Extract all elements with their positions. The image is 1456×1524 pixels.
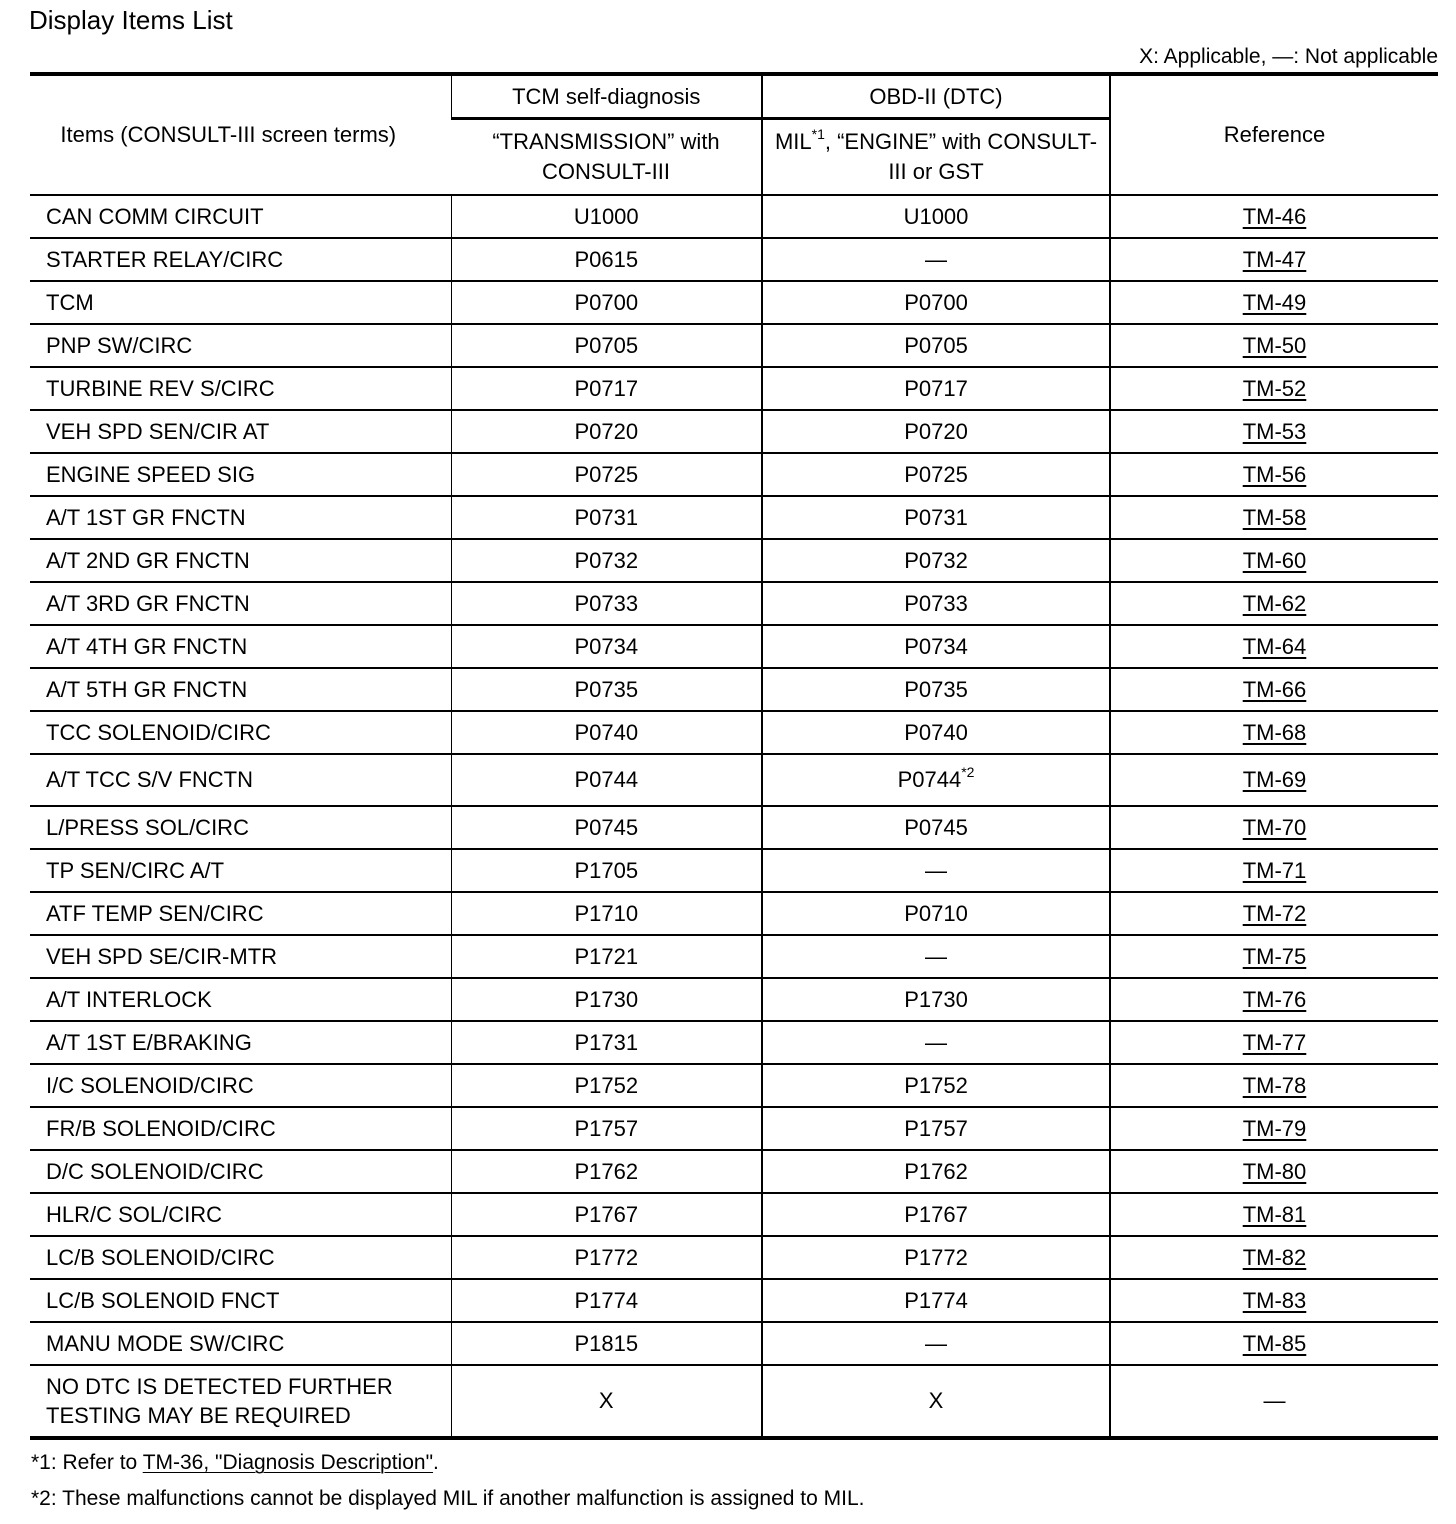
item-name: A/T 2ND GR FNCTN — [30, 539, 451, 582]
table-row — [30, 238, 1438, 281]
obd-dtc: — — [925, 943, 947, 969]
item-name: A/T 5TH GR FNCTN — [30, 668, 451, 711]
obd-dtc: P1730 — [904, 986, 968, 1012]
reference-link[interactable]: TM-80 — [1242, 1158, 1307, 1184]
item-name-line-2: TESTING MAY BE REQUIRED — [46, 1403, 351, 1428]
table-row — [30, 1107, 1438, 1150]
obd-dtc-cell — [762, 668, 1110, 711]
header-obd-mil — [762, 119, 1110, 196]
reference-link[interactable]: TM-76 — [1242, 986, 1307, 1012]
reference-cell — [1110, 1236, 1438, 1279]
table-row — [30, 806, 1438, 849]
obd-dtc-cell — [762, 453, 1110, 496]
obd-dtc: P0725 — [904, 461, 968, 487]
item-name: LC/B SOLENOID FNCT — [30, 1279, 451, 1322]
tcm-dtc: P0731 — [451, 496, 762, 539]
obd-dtc-cell — [762, 849, 1110, 892]
footnote-marker-1: *1 — [811, 125, 825, 142]
reference-link[interactable]: TM-70 — [1242, 814, 1307, 840]
tcm-dtc: P0733 — [451, 582, 762, 625]
reference-cell — [1110, 195, 1438, 238]
obd-dtc-cell — [762, 367, 1110, 410]
item-name: HLR/C SOL/CIRC — [30, 1193, 451, 1236]
reference-cell — [1110, 711, 1438, 754]
footnote-2: *2: These malfunctions cannot be displayed MIL if another malfunction is assigned to MIL. — [31, 1487, 865, 1510]
obd-dtc: — — [925, 857, 947, 883]
reference-link[interactable]: TM-85 — [1242, 1330, 1307, 1356]
tcm-dtc: P0735 — [451, 668, 762, 711]
reference-link[interactable]: TM-56 — [1242, 461, 1307, 487]
table-row — [30, 195, 1438, 238]
obd-dtc-cell — [762, 238, 1110, 281]
reference-cell — [1110, 1064, 1438, 1107]
obd-dtc: P0732 — [904, 547, 968, 573]
item-name: A/T 3RD GR FNCTN — [30, 582, 451, 625]
reference-link[interactable]: TM-81 — [1242, 1201, 1307, 1227]
header-tcm-self-diagnosis: TCM self-diagnosis — [451, 74, 762, 119]
tcm-dtc: P0717 — [451, 367, 762, 410]
item-name: ENGINE SPEED SIG — [30, 453, 451, 496]
item-name: CAN COMM CIRCUIT — [30, 195, 451, 238]
obd-dtc-cell — [762, 324, 1110, 367]
obd-dtc-cell — [762, 1107, 1110, 1150]
item-name: STARTER RELAY/CIRC — [30, 238, 451, 281]
item-name: A/T 4TH GR FNCTN — [30, 625, 451, 668]
obd-dtc: P1762 — [904, 1158, 968, 1184]
item-name: TCC SOLENOID/CIRC — [30, 711, 451, 754]
item-name: TURBINE REV S/CIRC — [30, 367, 451, 410]
obd-dtc: P1752 — [904, 1072, 968, 1098]
tcm-dtc: U1000 — [451, 195, 762, 238]
reference-link[interactable]: TM-83 — [1242, 1287, 1307, 1313]
reference-link[interactable]: TM-82 — [1242, 1244, 1307, 1270]
reference-cell — [1110, 410, 1438, 453]
table-row — [30, 1021, 1438, 1064]
item-name: VEH SPD SEN/CIR AT — [30, 410, 451, 453]
obd-dtc-cell — [762, 754, 1110, 806]
tcm-dtc: P1767 — [451, 1193, 762, 1236]
tcm-dtc: P1730 — [451, 978, 762, 1021]
tcm-dtc: P0740 — [451, 711, 762, 754]
obd-dtc-cell — [762, 892, 1110, 935]
obd-dtc-cell — [762, 496, 1110, 539]
table-row — [30, 849, 1438, 892]
table-row — [30, 1279, 1438, 1322]
item-name — [30, 1365, 451, 1438]
reference-link[interactable]: TM-77 — [1242, 1029, 1307, 1055]
reference-cell — [1110, 1193, 1438, 1236]
reference-link[interactable]: TM-75 — [1242, 943, 1307, 969]
table-row — [30, 978, 1438, 1021]
table-row — [30, 281, 1438, 324]
obd-dtc: P1772 — [904, 1244, 968, 1270]
item-name: A/T INTERLOCK — [30, 978, 451, 1021]
applicability-legend: X: Applicable, —: Not applicable — [1139, 45, 1438, 68]
obd-dtc: U1000 — [903, 203, 969, 229]
reference-link[interactable]: TM-52 — [1242, 375, 1307, 401]
table-row — [30, 324, 1438, 367]
reference-cell — [1110, 582, 1438, 625]
table-row — [30, 410, 1438, 453]
obd-dtc: P0744 — [897, 767, 962, 792]
item-name: TCM — [30, 281, 451, 324]
reference-link[interactable]: TM-79 — [1242, 1115, 1307, 1141]
table-row — [30, 367, 1438, 410]
item-name: PNP SW/CIRC — [30, 324, 451, 367]
reference-link[interactable]: TM-64 — [1242, 633, 1307, 659]
reference-link[interactable]: TM-53 — [1242, 418, 1307, 444]
reference-link[interactable]: TM-72 — [1242, 900, 1307, 926]
tcm-dtc: P1721 — [451, 935, 762, 978]
obd-dtc-cell — [762, 1236, 1110, 1279]
item-name: D/C SOLENOID/CIRC — [30, 1150, 451, 1193]
reference-cell — [1110, 892, 1438, 935]
item-name: TP SEN/CIRC A/T — [30, 849, 451, 892]
reference-cell — [1110, 1107, 1438, 1150]
reference-link[interactable]: TM-71 — [1242, 857, 1307, 883]
reference-cell — [1110, 978, 1438, 1021]
tcm-dtc: P0744 — [451, 754, 762, 806]
obd-dtc: P0717 — [904, 375, 968, 401]
tcm-dtc: P0705 — [451, 324, 762, 367]
footnote-1-prefix: *1: Refer to — [31, 1451, 143, 1474]
obd-dtc: X — [762, 1365, 1110, 1438]
reference-link[interactable]: TM-46 — [1242, 203, 1307, 229]
obd-dtc: P0740 — [904, 719, 968, 745]
tcm-dtc: P0700 — [451, 281, 762, 324]
footnote-1 — [31, 1450, 439, 1476]
obd-dtc: — — [925, 1029, 947, 1055]
reference-cell — [1110, 1322, 1438, 1365]
tcm-dtc: P0732 — [451, 539, 762, 582]
table-row — [30, 582, 1438, 625]
table-row — [30, 1236, 1438, 1279]
reference-link[interactable]: TM-69 — [1242, 767, 1307, 792]
reference-cell — [1110, 935, 1438, 978]
reference-link[interactable]: TM-78 — [1242, 1072, 1307, 1098]
item-name: A/T 1ST GR FNCTN — [30, 496, 451, 539]
item-name: ATF TEMP SEN/CIRC — [30, 892, 451, 935]
obd-dtc: — — [925, 246, 947, 272]
obd-dtc: P0731 — [904, 504, 968, 530]
tcm-dtc: P1731 — [451, 1021, 762, 1064]
obd-dtc-cell — [762, 711, 1110, 754]
tcm-dtc: P1815 — [451, 1322, 762, 1365]
obd-dtc-cell — [762, 281, 1110, 324]
obd-dtc: P0710 — [904, 900, 968, 926]
table-row — [30, 625, 1438, 668]
header-row-group — [30, 74, 1438, 119]
header-obd-dtc: OBD-II (DTC) — [762, 74, 1110, 119]
table-row — [30, 711, 1438, 754]
item-name: A/T TCC S/V FNCTN — [30, 754, 451, 806]
tcm-dtc: P0745 — [451, 806, 762, 849]
footnote-marker-2: *2 — [961, 763, 975, 780]
reference-link[interactable]: TM-60 — [1242, 547, 1307, 573]
tcm-dtc: P1757 — [451, 1107, 762, 1150]
obd-dtc-cell — [762, 1279, 1110, 1322]
reference-link[interactable]: TM-62 — [1242, 590, 1307, 616]
obd-dtc-cell — [762, 806, 1110, 849]
reference-link[interactable]: TM-68 — [1242, 719, 1307, 745]
item-name: FR/B SOLENOID/CIRC — [30, 1107, 451, 1150]
reference-cell — [1110, 281, 1438, 324]
item-name: I/C SOLENOID/CIRC — [30, 1064, 451, 1107]
item-name: MANU MODE SW/CIRC — [30, 1322, 451, 1365]
obd-dtc-cell — [762, 195, 1110, 238]
table-row — [30, 1064, 1438, 1107]
reference-cell — [1110, 668, 1438, 711]
reference-cell — [1110, 849, 1438, 892]
reference-cell — [1110, 1021, 1438, 1064]
reference-link[interactable]: TM-50 — [1242, 332, 1307, 358]
reference-cell — [1110, 625, 1438, 668]
item-name: LC/B SOLENOID/CIRC — [30, 1236, 451, 1279]
header-tcm-consult: “TRANSMISSION” with CONSULT-III — [451, 119, 762, 196]
tcm-dtc: P0615 — [451, 238, 762, 281]
obd-dtc: P1767 — [904, 1201, 968, 1227]
header-obd-mil-suffix: , “ENGINE” with CONSULT-III or GST — [824, 129, 1098, 184]
table-row — [30, 754, 1438, 806]
header-reference: Reference — [1110, 74, 1438, 195]
table-row — [30, 1193, 1438, 1236]
obd-dtc: P0733 — [904, 590, 968, 616]
obd-dtc: P1774 — [904, 1287, 968, 1313]
reference-cell — [1110, 238, 1438, 281]
tcm-dtc: P1710 — [451, 892, 762, 935]
table-row — [30, 539, 1438, 582]
tcm-dtc: P1772 — [451, 1236, 762, 1279]
reference-cell — [1110, 754, 1438, 806]
obd-dtc-cell — [762, 1150, 1110, 1193]
obd-dtc: P0735 — [904, 676, 968, 702]
footnote-1-suffix: . — [433, 1451, 439, 1474]
table-row-no-dtc — [30, 1365, 1438, 1438]
tcm-dtc: P0725 — [451, 453, 762, 496]
tcm-dtc: X — [451, 1365, 762, 1438]
reference-cell — [1110, 367, 1438, 410]
obd-dtc-cell — [762, 625, 1110, 668]
tcm-dtc: P1774 — [451, 1279, 762, 1322]
table-row — [30, 935, 1438, 978]
item-name-line-1: NO DTC IS DETECTED FURTHER — [46, 1374, 393, 1399]
reference-cell — [1110, 806, 1438, 849]
obd-dtc-cell — [762, 1064, 1110, 1107]
obd-dtc: P0720 — [904, 418, 968, 444]
reference-cell — [1110, 1150, 1438, 1193]
obd-dtc: — — [925, 1330, 947, 1356]
obd-dtc-cell — [762, 410, 1110, 453]
header-obd-mil-prefix: MIL — [774, 129, 812, 154]
reference-cell — [1110, 496, 1438, 539]
item-name: A/T 1ST E/BRAKING — [30, 1021, 451, 1064]
tcm-dtc: P1705 — [451, 849, 762, 892]
table-row — [30, 668, 1438, 711]
obd-dtc: P0700 — [904, 289, 968, 315]
display-items-table — [30, 72, 1438, 1440]
table-row — [30, 1150, 1438, 1193]
header-items: Items (CONSULT-III screen terms) — [30, 74, 451, 195]
page-title: Display Items List — [29, 5, 233, 35]
table-row — [30, 892, 1438, 935]
reference-cell: — — [1110, 1365, 1438, 1438]
obd-dtc: P0734 — [904, 633, 968, 659]
item-name: VEH SPD SE/CIR-MTR — [30, 935, 451, 978]
obd-dtc-cell — [762, 935, 1110, 978]
reference-link[interactable]: TM-58 — [1242, 504, 1307, 530]
obd-dtc-cell — [762, 539, 1110, 582]
obd-dtc-cell — [762, 582, 1110, 625]
reference-cell — [1110, 539, 1438, 582]
table-row — [30, 1322, 1438, 1365]
reference-cell — [1110, 453, 1438, 496]
table-row — [30, 453, 1438, 496]
reference-link[interactable]: TM-47 — [1242, 246, 1307, 272]
reference-cell — [1110, 324, 1438, 367]
obd-dtc: P0745 — [904, 814, 968, 840]
tcm-dtc: P0720 — [451, 410, 762, 453]
footnote-1-link[interactable]: TM-36, "Diagnosis Description" — [142, 1451, 434, 1474]
reference-cell — [1110, 1279, 1438, 1322]
obd-dtc-cell — [762, 1322, 1110, 1365]
table-row — [30, 496, 1438, 539]
obd-dtc: P0705 — [904, 332, 968, 358]
table-body — [30, 195, 1438, 1438]
obd-dtc-cell — [762, 1193, 1110, 1236]
obd-dtc-cell — [762, 978, 1110, 1021]
reference-link[interactable]: TM-66 — [1242, 676, 1307, 702]
tcm-dtc: P0734 — [451, 625, 762, 668]
obd-dtc: P1757 — [904, 1115, 968, 1141]
reference-link[interactable]: TM-49 — [1242, 289, 1307, 315]
obd-dtc-cell — [762, 1021, 1110, 1064]
tcm-dtc: P1762 — [451, 1150, 762, 1193]
tcm-dtc: P1752 — [451, 1064, 762, 1107]
item-name: L/PRESS SOL/CIRC — [30, 806, 451, 849]
